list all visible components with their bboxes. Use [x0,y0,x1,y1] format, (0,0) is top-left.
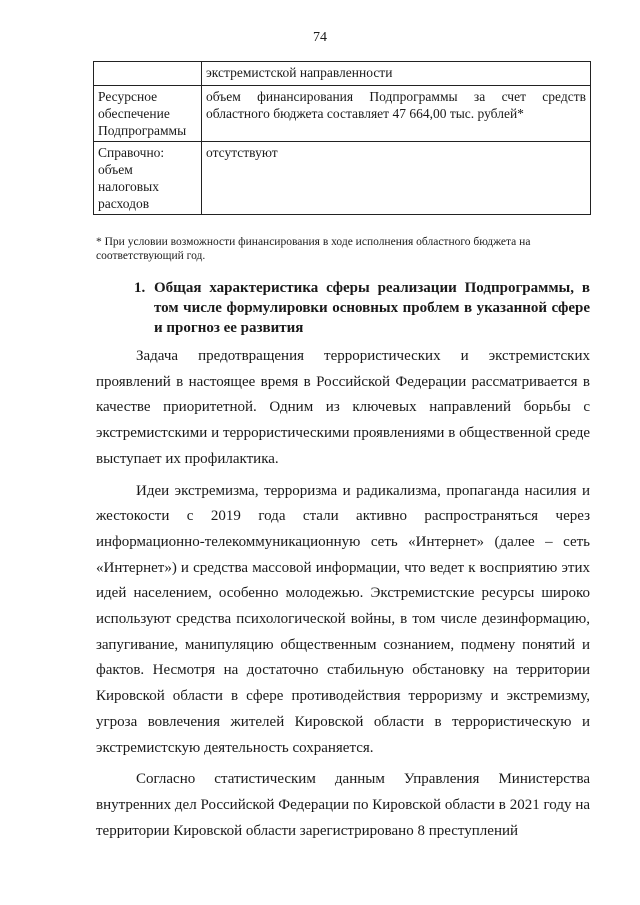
paragraph: Согласно статистическим данным Управления Министерства внутренних дел Российской Федерации по Кировской области в 2021 году на территории Кировской области зарегистрировано 8 преступлений [96,771,590,839]
table-cell-label [94,62,202,86]
table-cell-value: объем финансирования Подпрограммы за счет средств областного бюджета составляет 47 664,00 тыс. рублей* [202,86,591,142]
paragraph: Идеи экстремизма, терроризма и радикализма, пропаганда насилия и жестокости с 2019 года стали активно распространяться через информационно-телекоммуникационную сеть «Интернет» (далее – сеть «Интернет») и средства массовой информации, что ведет к восприятию этих идей населением, особенно молодежью. Экстремистские ресурсы широко используют средства психологической войны, в том числе дезинформацию, запугивание, манипуляцию общественным сознанием, подмену понятий и фактов. Несмотря на достаточно стабильную обстановку на территории Кировской области в сфере противодействия терроризму и экстремизму, угроза вовлечения жителей Кировской области в террористическую и экстремистскую деятельность сохраняется. [96,482,590,756]
body-text [96,344,590,850]
table-cell-value: отсутствуют [202,142,591,215]
table-row [94,62,591,86]
table-cell-label: Справочно: объем налоговых расходов [94,142,202,215]
section-number: 1. [134,280,146,296]
footnote: * При условии возможности финансирования в ходе исполнения областного бюджета на соответствующий год. [96,236,531,262]
table-cell-value: экстремистской направленности [202,62,591,86]
page-number: 74 [313,30,327,45]
paragraph: Задача предотвращения террористических и экстремистских проявлений в настоящее время в Российской Федерации рассматривается в качестве приоритетной. Одним из ключевых направлений борьбы с экстремистскими и террористическими проявлениями в общественной среде выступает их профилактика. [96,348,590,467]
table-cell-label: Ресурсное обеспечение Подпрограммы [94,86,202,142]
table-row [94,142,591,215]
section-heading [136,278,590,338]
program-info-table [93,61,591,215]
section-title: Общая характеристика сферы реализации Подпрограммы, в том числе формулировки основных проблем в указанной сфере и прогноз ее развития [154,280,590,336]
table-row [94,86,591,142]
